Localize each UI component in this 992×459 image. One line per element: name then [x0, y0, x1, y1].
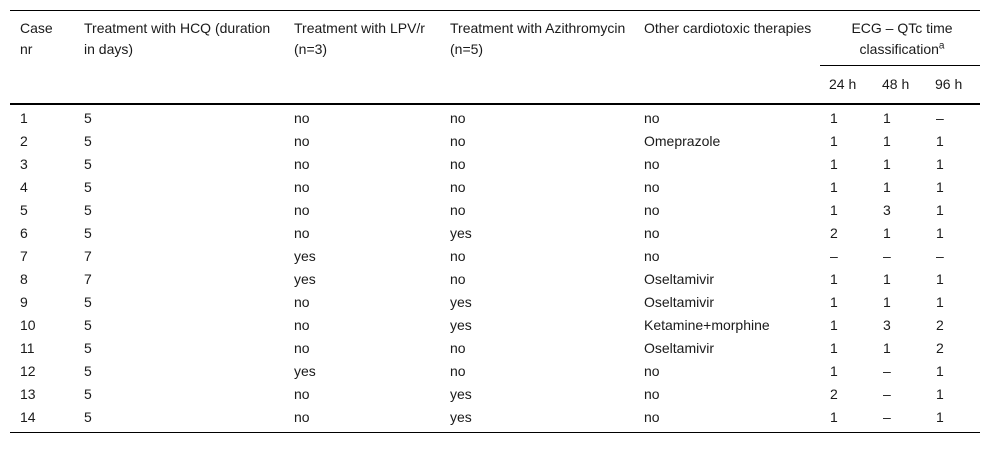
cell-qtc-24h: 1	[830, 409, 838, 425]
cell-qtc-24h: –	[830, 248, 838, 264]
cell-hcq: 5	[84, 294, 92, 310]
cell-case-nr: 8	[20, 271, 28, 287]
cell-qtc-24h: 1	[830, 179, 838, 195]
cell-azithromycin: no	[450, 271, 466, 287]
cell-qtc-48h: 1	[883, 271, 891, 287]
cell-lpv: yes	[294, 271, 316, 287]
cell-case-nr: 1	[20, 110, 28, 126]
cell-case-nr: 9	[20, 294, 28, 310]
ecg-header-text: ECG – QTc time classification	[851, 20, 953, 57]
cell-azithromycin: yes	[450, 317, 472, 333]
cell-other-therapies: Ketamine+morphine	[644, 317, 770, 333]
cell-hcq: 5	[84, 133, 92, 149]
cell-qtc-24h: 2	[830, 386, 838, 402]
cell-other-therapies: no	[644, 363, 660, 379]
col-header-hcq: Treatment with HCQ (duration in days)	[84, 20, 271, 57]
cell-qtc-48h: –	[883, 386, 891, 402]
table-row	[10, 104, 980, 130]
col-header-lpv: Treatment with LPV/r (n=3)	[294, 20, 425, 57]
table-row	[10, 337, 980, 360]
table-row	[10, 130, 980, 153]
cell-qtc-48h: 3	[883, 202, 891, 218]
cell-qtc-24h: 1	[830, 340, 838, 356]
cell-other-therapies: no	[644, 248, 660, 264]
cell-hcq: 5	[84, 409, 92, 425]
table-row	[10, 153, 980, 176]
table-row	[10, 406, 980, 433]
cell-other-therapies: no	[644, 225, 660, 241]
cell-azithromycin: no	[450, 156, 466, 172]
cell-lpv: no	[294, 133, 310, 149]
cell-other-therapies: no	[644, 156, 660, 172]
cell-case-nr: 14	[20, 409, 36, 425]
cell-lpv: no	[294, 386, 310, 402]
cell-qtc-96h: 1	[936, 225, 944, 241]
cell-qtc-96h: 1	[936, 294, 944, 310]
cell-qtc-48h: 1	[883, 133, 891, 149]
cell-lpv: no	[294, 409, 310, 425]
cell-other-therapies: no	[644, 386, 660, 402]
cell-other-therapies: Oseltamivir	[644, 294, 715, 310]
cell-qtc-96h: 2	[936, 317, 944, 333]
cell-hcq: 5	[84, 156, 92, 172]
cell-qtc-96h: 1	[936, 179, 944, 195]
ecg-footnote-marker: a	[938, 40, 945, 52]
cell-qtc-48h: 3	[883, 317, 891, 333]
cell-qtc-24h: 1	[830, 202, 838, 218]
cell-azithromycin: no	[450, 248, 466, 264]
cell-qtc-24h: 1	[830, 133, 838, 149]
table-header	[10, 11, 980, 105]
cell-qtc-24h: 1	[830, 294, 838, 310]
cell-hcq: 5	[84, 225, 92, 241]
cell-qtc-48h: 1	[883, 225, 891, 241]
cell-lpv: no	[294, 340, 310, 356]
cell-case-nr: 7	[20, 248, 28, 264]
cell-case-nr: 3	[20, 156, 28, 172]
table-row	[10, 176, 980, 199]
cell-qtc-96h: 1	[936, 409, 944, 425]
cell-lpv: no	[294, 110, 310, 126]
col-header-48h: 48 h	[873, 66, 926, 105]
table-row	[10, 314, 980, 337]
cell-case-nr: 5	[20, 202, 28, 218]
table-row	[10, 360, 980, 383]
col-header-24h: 24 h	[820, 66, 873, 105]
cell-azithromycin: yes	[450, 386, 472, 402]
cell-qtc-96h: 1	[936, 202, 944, 218]
cell-case-nr: 13	[20, 386, 36, 402]
cell-azithromycin: yes	[450, 225, 472, 241]
cell-case-nr: 4	[20, 179, 28, 195]
col-header-ecg-qtc	[820, 11, 980, 66]
cell-qtc-96h: –	[936, 110, 944, 126]
cell-azithromycin: no	[450, 202, 466, 218]
cell-case-nr: 11	[20, 340, 35, 356]
cell-qtc-96h: 1	[936, 156, 944, 172]
cell-lpv: no	[294, 179, 310, 195]
col-header-case-nr: Case nr	[20, 20, 53, 57]
cell-case-nr: 12	[20, 363, 36, 379]
cell-qtc-48h: –	[883, 409, 891, 425]
cell-other-therapies: Oseltamivir	[644, 340, 715, 356]
col-header-other-therapies: Other cardiotoxic therapies	[644, 20, 812, 36]
col-header-azithromycin: Treatment with Azithromycin (n=5)	[450, 20, 626, 57]
cell-qtc-24h: 1	[830, 271, 838, 287]
cell-qtc-24h: 1	[830, 110, 838, 126]
cell-other-therapies: no	[644, 179, 660, 195]
table-row	[10, 291, 980, 314]
cell-other-therapies: Oseltamivir	[644, 271, 715, 287]
cell-hcq: 5	[84, 110, 92, 126]
table-body	[10, 104, 980, 433]
cell-azithromycin: no	[450, 340, 466, 356]
cell-azithromycin: no	[450, 110, 466, 126]
cell-lpv: no	[294, 156, 310, 172]
cell-qtc-48h: 1	[883, 340, 891, 356]
table-row	[10, 199, 980, 222]
cell-qtc-24h: 1	[830, 363, 838, 379]
table-container	[10, 10, 980, 433]
cell-qtc-96h: –	[936, 248, 944, 264]
cell-hcq: 5	[84, 340, 92, 356]
cell-hcq: 7	[84, 271, 92, 287]
cell-qtc-24h: 1	[830, 317, 838, 333]
header-row	[10, 11, 980, 66]
cell-case-nr: 2	[20, 133, 28, 149]
cell-other-therapies: no	[644, 110, 660, 126]
cell-hcq: 5	[84, 317, 92, 333]
cell-azithromycin: no	[450, 179, 466, 195]
table-row	[10, 268, 980, 291]
cell-qtc-96h: 1	[936, 363, 944, 379]
cell-azithromycin: no	[450, 133, 466, 149]
cell-azithromycin: yes	[450, 409, 472, 425]
cell-qtc-48h: 1	[883, 294, 891, 310]
cell-lpv: no	[294, 317, 310, 333]
table-row	[10, 222, 980, 245]
cell-hcq: 5	[84, 386, 92, 402]
cell-lpv: yes	[294, 363, 316, 379]
col-header-96h: 96 h	[926, 66, 980, 105]
table-row	[10, 245, 980, 268]
cell-hcq: 5	[84, 363, 92, 379]
cell-lpv: no	[294, 202, 310, 218]
cell-azithromycin: yes	[450, 294, 472, 310]
cell-other-therapies: Omeprazole	[644, 133, 721, 149]
cell-qtc-48h: 1	[883, 179, 891, 195]
cell-lpv: no	[294, 294, 310, 310]
cell-qtc-24h: 1	[830, 156, 838, 172]
cell-hcq: 5	[84, 179, 92, 195]
cell-qtc-24h: 2	[830, 225, 838, 241]
qtc-table	[10, 10, 980, 433]
cell-hcq: 5	[84, 202, 92, 218]
cell-qtc-48h: –	[883, 363, 891, 379]
cell-qtc-96h: 2	[936, 340, 944, 356]
cell-lpv: no	[294, 225, 310, 241]
cell-other-therapies: no	[644, 409, 660, 425]
cell-lpv: yes	[294, 248, 316, 264]
cell-qtc-48h: 1	[883, 156, 891, 172]
cell-qtc-48h: –	[883, 248, 891, 264]
cell-other-therapies: no	[644, 202, 660, 218]
cell-hcq: 7	[84, 248, 92, 264]
cell-qtc-96h: 1	[936, 133, 944, 149]
cell-azithromycin: no	[450, 363, 466, 379]
cell-qtc-96h: 1	[936, 271, 944, 287]
cell-qtc-96h: 1	[936, 386, 944, 402]
cell-case-nr: 6	[20, 225, 28, 241]
table-row	[10, 383, 980, 406]
cell-qtc-48h: 1	[883, 110, 891, 126]
cell-case-nr: 10	[20, 317, 36, 333]
